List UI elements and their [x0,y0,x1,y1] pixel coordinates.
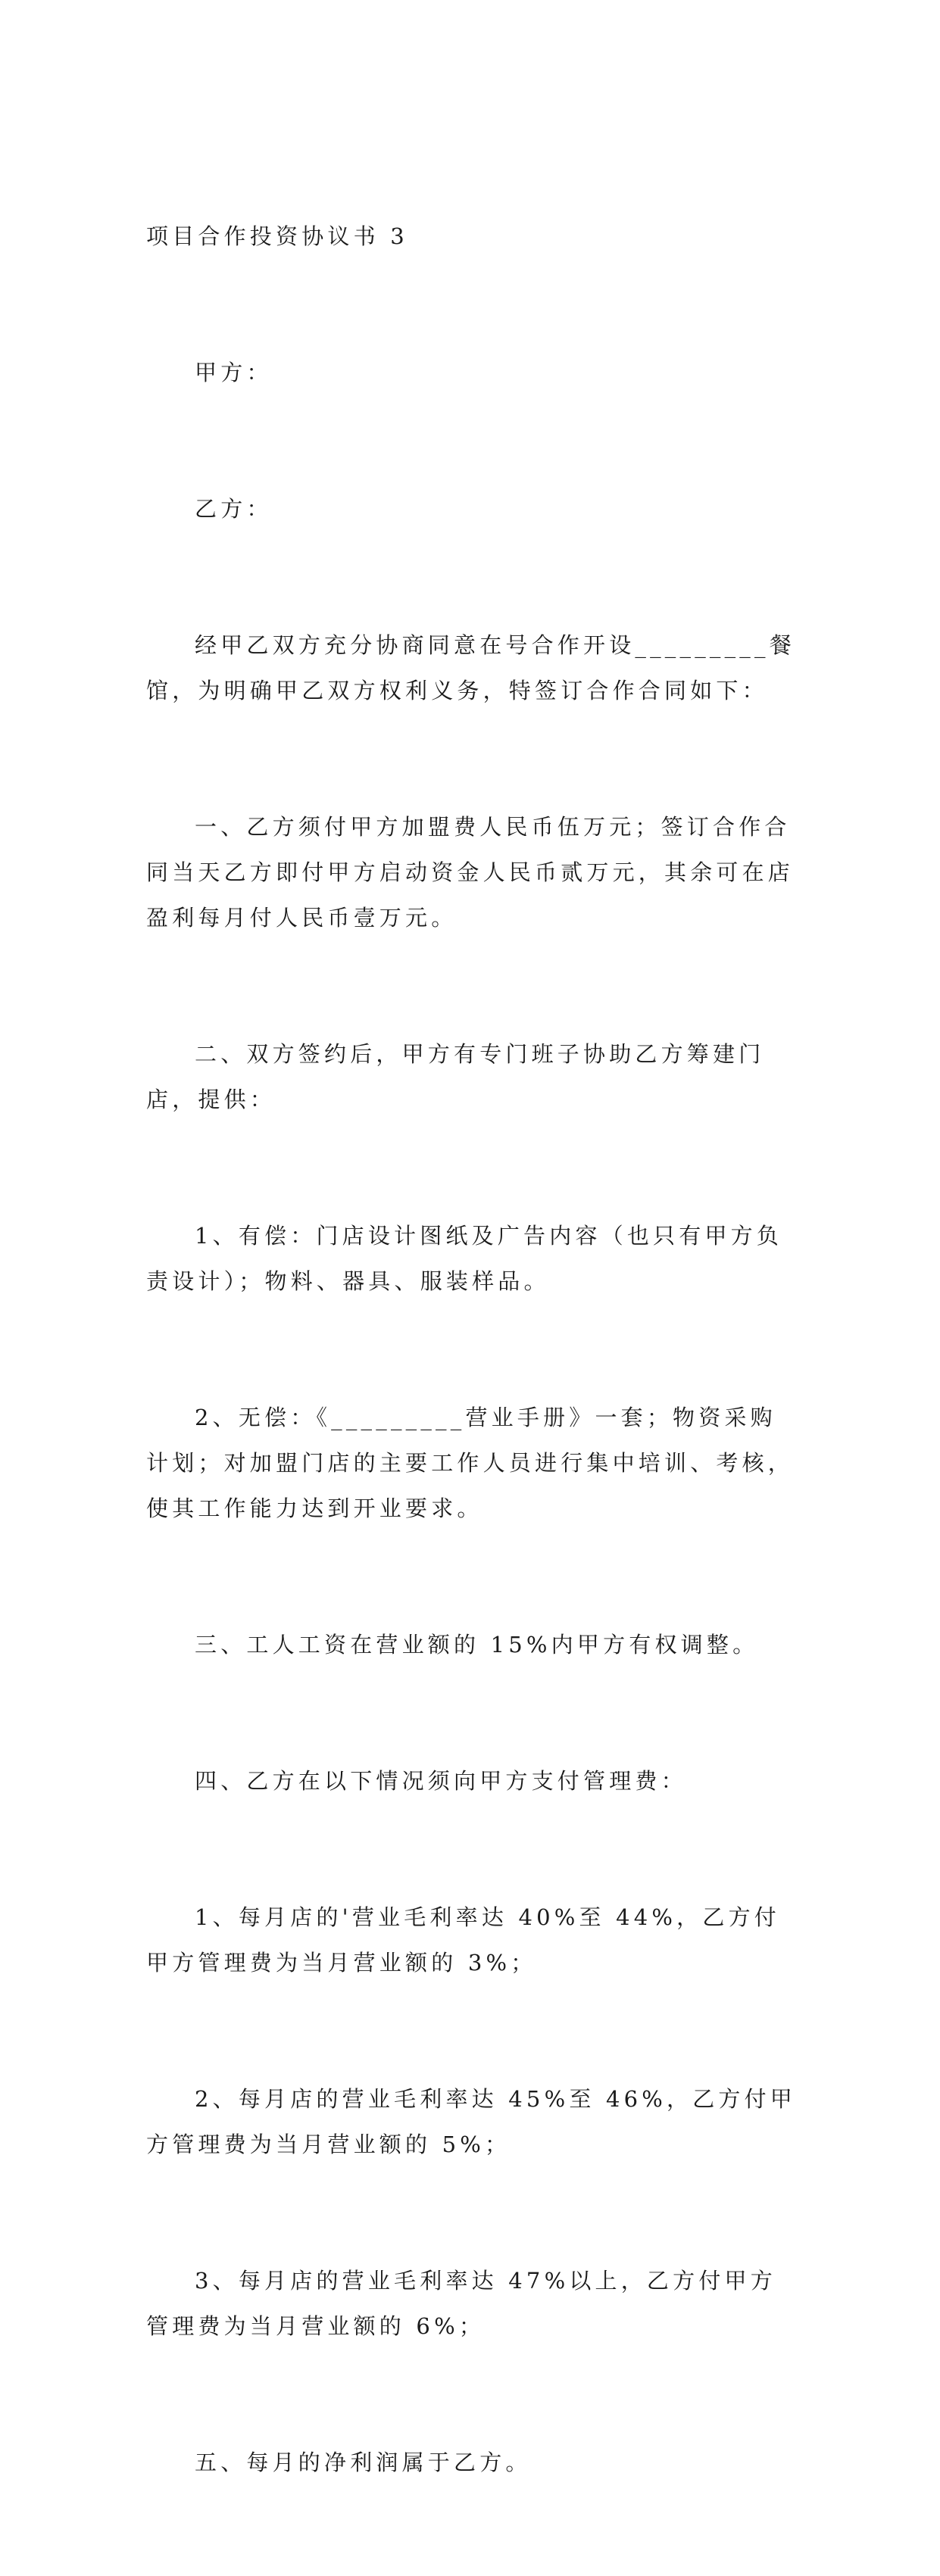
document-title: 项目合作投资协议书 3 [146,223,408,249]
paragraph-clause-3: 三、工人工资在营业额的 15%内甲方有权调整。 [195,1632,759,1658]
paragraph-clause-1: 一、乙方须付甲方加盟费人民币伍万元；签订合作合同当天乙方即付甲方启动资金人民币贰万元，其余可在店盈利每月付人民币壹万元。 [146,814,795,931]
paragraph-clause-5: 五、每月的净利润属于乙方。 [195,2450,532,2475]
paragraph-clause-4-tier-1: 1、每月店的'营业毛利率达 40%至 44%，乙方付甲方管理费为当月营业额的 3%； [146,1904,780,1976]
paragraph-clause-4-tier-3: 3、每月店的营业毛利率达 47%以上，乙方付甲方管理费为当月营业额的 6%； [146,2268,776,2339]
paragraph-party-b: 乙方： [195,496,273,522]
paragraph-preamble: 经甲乙双方充分协商同意在号合作开设_________餐馆，为明确甲乙双方权利义务，特签订合作合同如下： [146,632,795,703]
paragraph-clause-2: 二、双方签约后，甲方有专门班子协助乙方筹建门店，提供： [146,1041,765,1112]
paragraph-clause-4: 四、乙方在以下情况须向甲方支付管理费： [195,1768,687,1794]
paragraph-clause-4-tier-2: 2、每月店的营业毛利率达 45%至 46%，乙方付甲方管理费为当月营业额的 5%； [146,2086,797,2157]
paragraph-clause-2-paid: 1、有偿：门店设计图纸及广告内容（也只有甲方负责设计）；物料、器具、服装样品。 [146,1223,783,1294]
paragraph-party-a: 甲方： [195,360,273,385]
paragraph-clause-2-free: 2、无偿：《_________营业手册》一套；物资采购计划；对加盟门店的主要工作人员进行集中培训、考核，使其工作能力达到开业要求。 [146,1405,795,1521]
document-body [146,123,798,2576]
